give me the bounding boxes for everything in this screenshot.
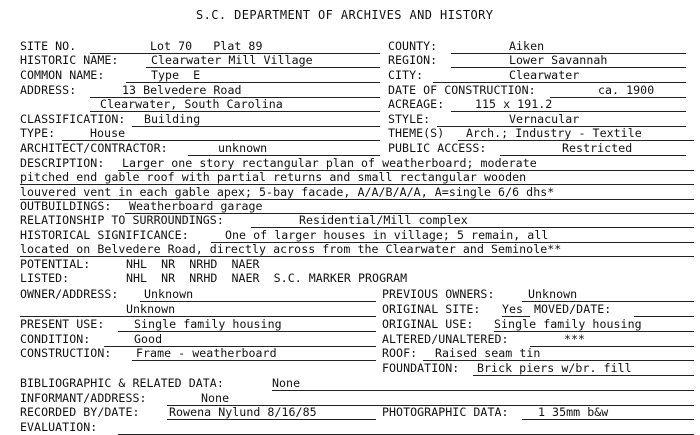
present-use-value: Single family housing: [118, 317, 376, 332]
significance-line-1: One of larger houses in village; 5 remain, all: [211, 228, 694, 243]
city-label: CITY:: [388, 68, 424, 82]
form-title: S.C. DEPARTMENT OF ARCHIVES AND HISTORY: [196, 8, 494, 22]
architect-label: ARCHITECT/CONTRACTOR:: [20, 141, 168, 155]
outbuildings-label: OUTBUILDINGS:: [20, 199, 112, 213]
evaluation-label: EVALUATION:: [20, 420, 98, 434]
description-line-3: louvered vent in each gable apex; 5-bay facade, A/A/B/A/A, A=single 6/6 dhs*: [20, 185, 694, 200]
photographic-data-value: 1 35mm b&w: [522, 405, 694, 420]
informant-label: INFORMANT/ADDRESS:: [20, 391, 147, 405]
county-value: Aiken: [451, 39, 686, 54]
significance-label: HISTORICAL SIGNIFICANCE:: [20, 228, 189, 242]
style-value: Vernacular: [437, 112, 686, 127]
photographic-data-label: PHOTOGRAPHIC DATA:: [382, 405, 509, 419]
bibliographic-label: BIBLIOGRAPHIC & RELATED DATA:: [20, 376, 224, 390]
roof-label: ROOF:: [382, 346, 418, 360]
construction-value: Frame - weatherboard: [132, 346, 376, 361]
classification-value: Building: [132, 112, 380, 127]
construction-label: CONSTRUCTION:: [20, 346, 112, 360]
address-label: ADDRESS:: [20, 83, 77, 97]
region-label: REGION:: [388, 53, 438, 67]
public-access-label: PUBLIC ACCESS:: [388, 141, 487, 155]
roof-value: Raised seam tin: [423, 346, 694, 361]
previous-owners-label: PREVIOUS OWNERS:: [382, 287, 495, 301]
original-use-value: Single family housing: [494, 317, 694, 332]
description-label: DESCRIPTION:: [20, 156, 105, 170]
bibliographic-value: None: [272, 376, 694, 391]
public-access-value: Restricted: [500, 141, 686, 156]
site-no-label: SITE NO.: [20, 39, 77, 53]
condition-label: CONDITION:: [20, 332, 91, 346]
altered-value: ***: [530, 332, 694, 347]
type-value: House: [62, 126, 380, 141]
owner-value-1: Unknown: [140, 287, 376, 302]
historic-name-label: HISTORIC NAME:: [20, 53, 119, 67]
evaluation-value: [118, 420, 694, 435]
potential-options: NHL NR NRHD NAER: [126, 257, 260, 271]
present-use-label: PRESENT USE:: [20, 317, 105, 331]
original-site-label: ORIGINAL SITE:: [382, 302, 481, 316]
outbuildings-value: Weatherboard garage: [125, 199, 694, 214]
moved-date-label: MOVED/DATE:: [534, 302, 612, 316]
style-label: STYLE:: [388, 112, 431, 126]
informant-value: None: [167, 391, 694, 406]
themes-value: Arch.; Industry - Textile: [458, 126, 694, 141]
themes-label: THEME(S): [388, 126, 445, 140]
original-site-value: Yes: [502, 302, 530, 317]
common-name-label: COMMON NAME:: [20, 68, 105, 82]
recorded-by-label: RECORDED BY/DATE:: [20, 405, 140, 419]
owner-value-2: Unknown: [20, 302, 376, 317]
foundation-label: FOUNDATION:: [382, 361, 460, 375]
acreage-value: 115 x 191.2: [451, 97, 686, 112]
date-of-construction-value: ca. 1900: [550, 83, 686, 98]
site-no-value: Lot 70 Plat 89: [90, 39, 380, 54]
relationship-label: RELATIONSHIP TO SURROUNDINGS:: [20, 213, 224, 227]
relationship-value: Residential/Mill complex: [251, 213, 694, 228]
altered-label: ALTERED/UNALTERED:: [382, 332, 509, 346]
recorded-by-value: Rowena Nylund 8/16/85: [167, 405, 376, 420]
address-value-2: Clearwater, South Carolina: [90, 97, 380, 112]
county-label: COUNTY:: [388, 39, 438, 53]
address-value-1: 13 Belvedere Road: [90, 83, 380, 98]
common-name-value: Type E: [126, 68, 380, 83]
region-value: Lower Savannah: [451, 53, 686, 68]
description-line-2: pitched end gable roof with partial returns and small rectangular wooden: [20, 170, 694, 185]
previous-owners-value: Unknown: [522, 287, 694, 302]
condition-value: Good: [104, 332, 376, 347]
city-value: Clearwater: [433, 68, 686, 83]
significance-line-2: located on Belvedere Road, directly across from the Clearwater and Seminole**: [20, 242, 694, 257]
moved-date-value: [634, 302, 694, 317]
listed-label: LISTED:: [20, 271, 70, 285]
classification-label: CLASSIFICATION:: [20, 112, 126, 126]
listed-options: NHL NR NRHD NAER S.C. MARKER PROGRAM: [126, 271, 408, 285]
foundation-value: Brick piers w/br. fill: [473, 361, 694, 376]
original-use-label: ORIGINAL USE:: [382, 317, 474, 331]
owner-label: OWNER/ADDRESS:: [20, 287, 119, 301]
acreage-label: ACREAGE:: [388, 97, 445, 111]
potential-label: POTENTIAL:: [20, 257, 91, 271]
historic-name-value: Clearwater Mill Village: [146, 53, 380, 68]
date-of-construction-label: DATE OF CONSTRUCTION:: [388, 83, 536, 97]
architect-value: unknown: [188, 141, 380, 156]
description-line-1: Larger one story rectangular plan of weatherboard; moderate: [118, 156, 694, 171]
type-label: TYPE:: [20, 126, 56, 140]
